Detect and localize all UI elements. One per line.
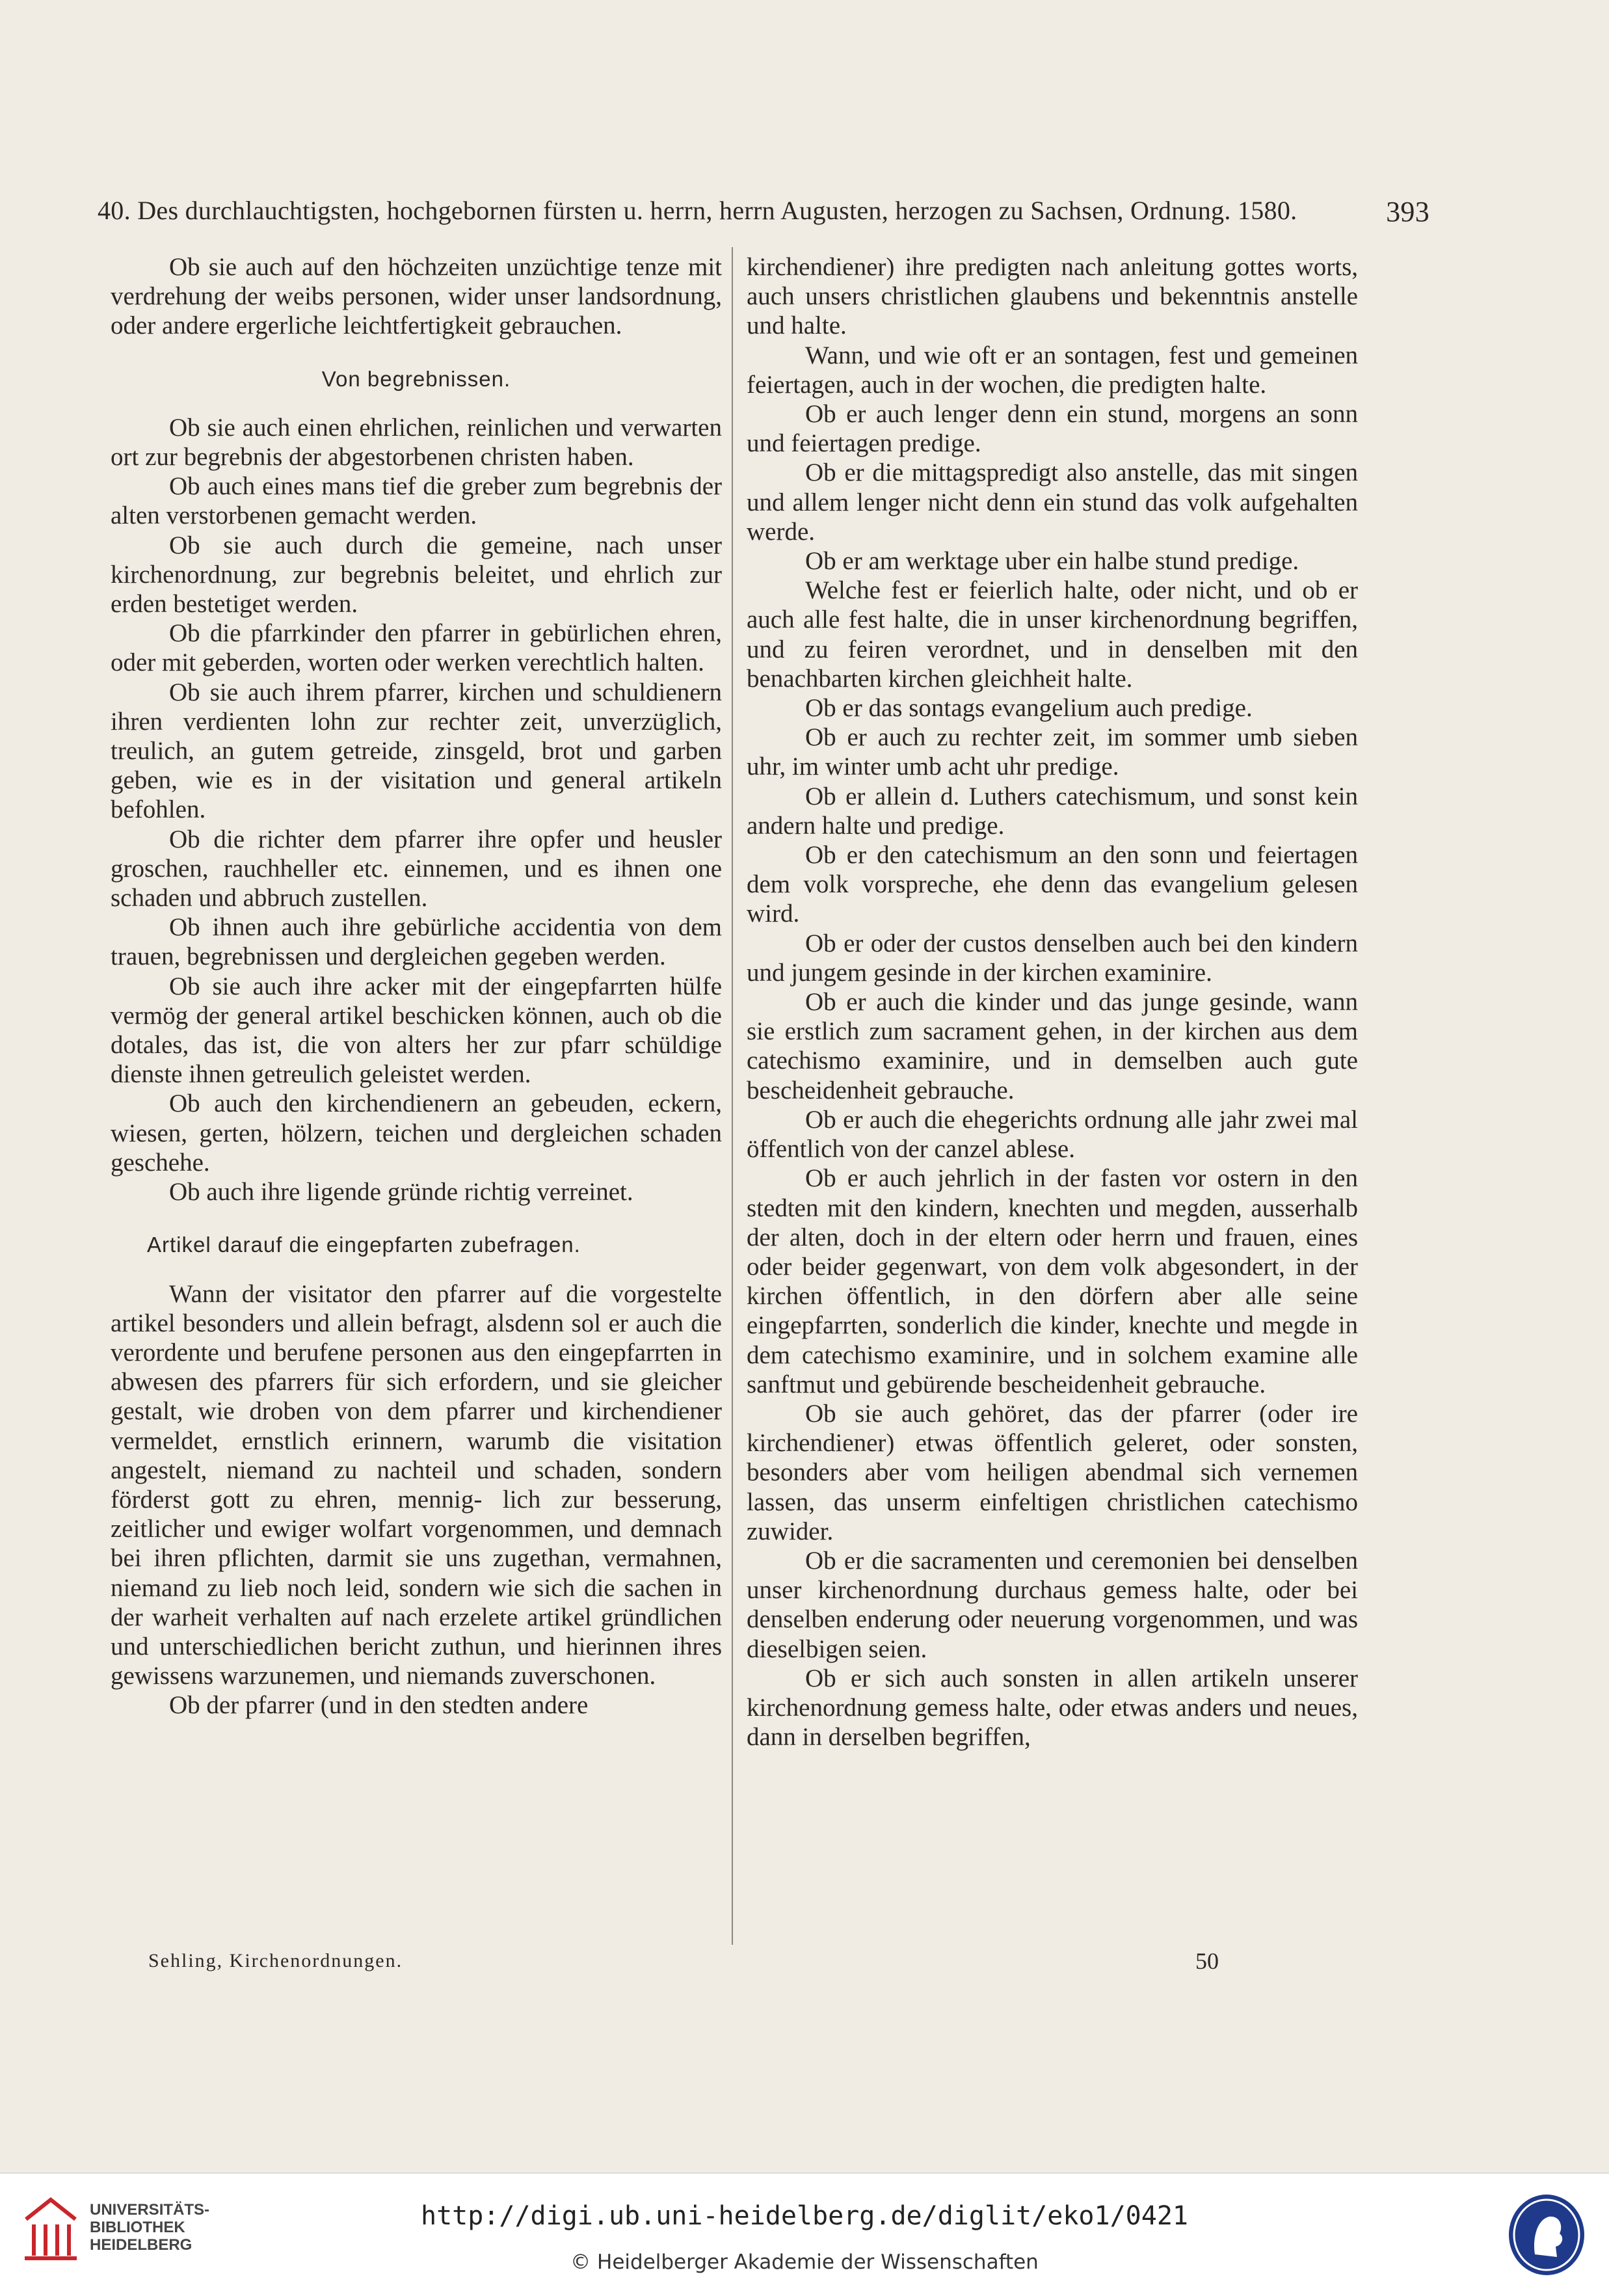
library-name-line: HEIDELBERG — [90, 2236, 193, 2254]
paragraph: Ob auch eines mans tief die greber zum begrebnis der alten verstorbenen gemacht werden. — [111, 472, 722, 530]
paragraph: Ob er auch jehrlich in der fasten vor ostern in den stedten mit den kindern, knechten und megden, ausserhalb der alten, doch in der eltern oder herrn und frauen, eines oder beider gegenwart, von dem volk abgesondert, in der kirchen öffentlich, in den dörfern aber alle seine eingepfarrten, sonderlich die kinder, knechte und megde in dem catechismo examinire, und in solchem examine alle sanftmut und gebürende bescheidenheit gebrauche. — [747, 1164, 1358, 1398]
paragraph: Ob er am werktage uber ein halbe stund predige. — [805, 547, 1299, 576]
paragraph: Ob er die mittagspredigt also anstelle, das mit singen und allem lenger nicht denn ein stund das volk aufgehalten werde. — [747, 459, 1358, 546]
viewer-footer — [0, 2172, 1609, 2296]
paragraph: Ob er allein d. Luthers catechismum, und sonst kein andern halte und predige. — [747, 782, 1358, 840]
sheet-number: 50 — [1195, 1948, 1219, 1974]
paragraph: Ob er den catechismum an den sonn und feiertagen dem volk vorspreche, ehe denn das evangelium gelesen wird. — [747, 841, 1358, 928]
paragraph: Ob sie auch gehöret, das der pfarrer (oder ire kirchendiener) etwas öffentlich geleret, oder sonsten, besonders aber vom heiligen abendmal sich vernemen lassen, das unserm einfeltigen christlichen catechismo zuwider. — [747, 1399, 1358, 1545]
section-heading: Artikel darauf die eingepfarten zubefragen. — [147, 1233, 581, 1257]
copyright-notice: © Heidelberger Akademie der Wissenschaften — [570, 2250, 1039, 2274]
paragraph: kirchendiener) ihre predigten nach anleitung gottes worts, auch unsers christlichen glaubens und bekenntnis anstelle und halte. — [747, 253, 1358, 340]
paragraph: Ob sie auch einen ehrlichen, reinlichen und verwarten ort zur begrebnis der abgestorbenen christen haben. — [111, 413, 722, 472]
paragraph: Welche fest er feierlich halte, oder nicht, und ob er auch alle fest halte, die in unser kirchenordnung begriffen, und zu feiren verordnet, und in denselben mit den benachbarten kirchen gleichheit halte. — [747, 576, 1358, 693]
paragraph: Ob er auch die ehegerichts ordnung alle jahr zwei mal öffentlich von der canzel ablese. — [747, 1105, 1358, 1164]
academy-seal-icon[interactable] — [1506, 2192, 1587, 2278]
paragraph: Ob sie auch ihre acker mit der eingepfarrten hülfe vermög der general artikel beschicken können, auch ob die dotales, das ist, die von alters her zur pfarr schüldige dienste ihnen getreulich geleistet werden. — [111, 972, 722, 1089]
paragraph: Wann, und wie oft er an sontagen, fest und gemeinen feiertagen, auch in der wochen, die predigten halte. — [747, 341, 1358, 399]
paragraph: Ob der pfarrer (und in den stedten andere — [169, 1691, 589, 1720]
section-heading: Von begrebnissen. — [321, 366, 511, 391]
permalink-url[interactable]: http://digi.ub.uni-heidelberg.de/diglit/eko1/0421 — [420, 2201, 1189, 2231]
running-title: 40. Des durchlauchtigsten, hochgebornen fürsten u. herrn, herrn Augusten, herzogen zu Sachsen, Ordnung. 1580. — [98, 196, 1297, 225]
paragraph: Ob er auch zu rechter zeit, im sommer umb sieben uhr, im winter umb acht uhr predige. — [747, 723, 1358, 781]
paragraph: Ob er auch die kinder und das junge gesinde, wann sie erstlich zum sacrament gehen, in der kirchen aus dem catechismo examinire, und in demselben auch gute bescheidenheit gebrauche. — [747, 988, 1358, 1104]
library-name-line: UNIVERSITÄTS- — [90, 2201, 210, 2219]
paragraph: Ob die pfarrkinder den pfarrer in gebürlichen ehren, oder mit geberden, worten oder werken verechtlich halten. — [111, 619, 722, 677]
paragraph: Ob ihnen auch ihre gebürliche accidentia von dem trauen, begrebnissen und dergleichen gegeben werden. — [111, 913, 722, 971]
paragraph: Ob sie auch ihrem pfarrer, kirchen und schuldienern ihren verdienten lohn zur rechter zeit, unverzüglich, treulich, an gutem getreide, zinsgeld, brot und garben geben, wie es in der visitation und general artikeln befohlen. — [111, 678, 722, 824]
page-number: 393 — [1386, 196, 1429, 228]
paragraph: Ob die richter dem pfarrer ihre opfer und heusler groschen, rauchheller etc. einnemen, und es ihnen one schaden und abbruch zustellen. — [111, 825, 722, 913]
paragraph: Ob er oder der custos denselben auch bei den kindern und jungem gesinde in der kirchen examinire. — [747, 929, 1358, 987]
paragraph: Ob er die sacramenten und ceremonien bei denselben unser kirchenordnung durchaus gemess halte, oder bei denselben enderung oder neuerung vorgenommen, und was dieselbigen seien. — [747, 1546, 1358, 1663]
right-column — [747, 252, 1358, 1752]
paragraph: Ob sie auch auf den höchzeiten unzüchtige tenze mit verdrehung der weibs personen, wider unser landsordnung, oder andere ergerliche leichtfertigkeit gebrauchen. — [111, 253, 722, 340]
paragraph: Ob auch ihre ligende gründe richtig verreinet. — [169, 1178, 633, 1207]
column-divider — [732, 247, 733, 1945]
library-name-line: BIBLIOTHEK — [90, 2219, 185, 2236]
paragraph: Wann der visitator den pfarrer auf die vorgestelte artikel besonders und allein befragt, alsdenn sol er auch die verordente und berufene personen aus den eingepfarrten in abwesen des pfarrers für sich erfordern, und sie gleicher gestalt, wie droben von dem pfarrer und kirchendiener vermeldet, ernstlich erinnern, warumb die visitation angestelt, niemand zu nachteil und schaden, sondern förderst gott zu ehren, mennig- lich zur besserung, zeitlicher und ewiger wolfart vorgenommen, und demnach bei ihren pflichten, darmit sie uns zugethan, vermahnen, niemand zu lieb noch leid, sondern wie sich die sachen in der warheit verhalten auf nach erzelete artikel gründlichen und unterschiedlichen bericht zuthun, und hierinnen ihres gewissens warzunemen, und niemands zuverschonen. — [111, 1279, 722, 1690]
left-column — [111, 252, 722, 1720]
paragraph: Ob er auch lenger denn ein stund, morgens an sonn und feiertagen predige. — [747, 400, 1358, 458]
footnote: Sehling, Kirchenordnungen. — [148, 1950, 403, 1971]
paragraph: Ob er das sontags evangelium auch predige. — [805, 694, 1253, 723]
paragraph: Ob sie auch durch die gemeine, nach unser kirchenordnung, zur begrebnis beleitet, und ehrlich zur erden bestetiget werden. — [111, 531, 722, 619]
paragraph: Ob auch den kirchendienern an gebeuden, eckern, wiesen, gerten, hölzern, teichen und dergleichen schaden geschehe. — [111, 1089, 722, 1177]
running-header — [98, 195, 1429, 228]
paragraph: Ob er sich auch sonsten in allen artikeln unserer kirchenordnung gemess halte, oder etwas anders und neues, dann in derselben begriffen, — [747, 1664, 1358, 1752]
